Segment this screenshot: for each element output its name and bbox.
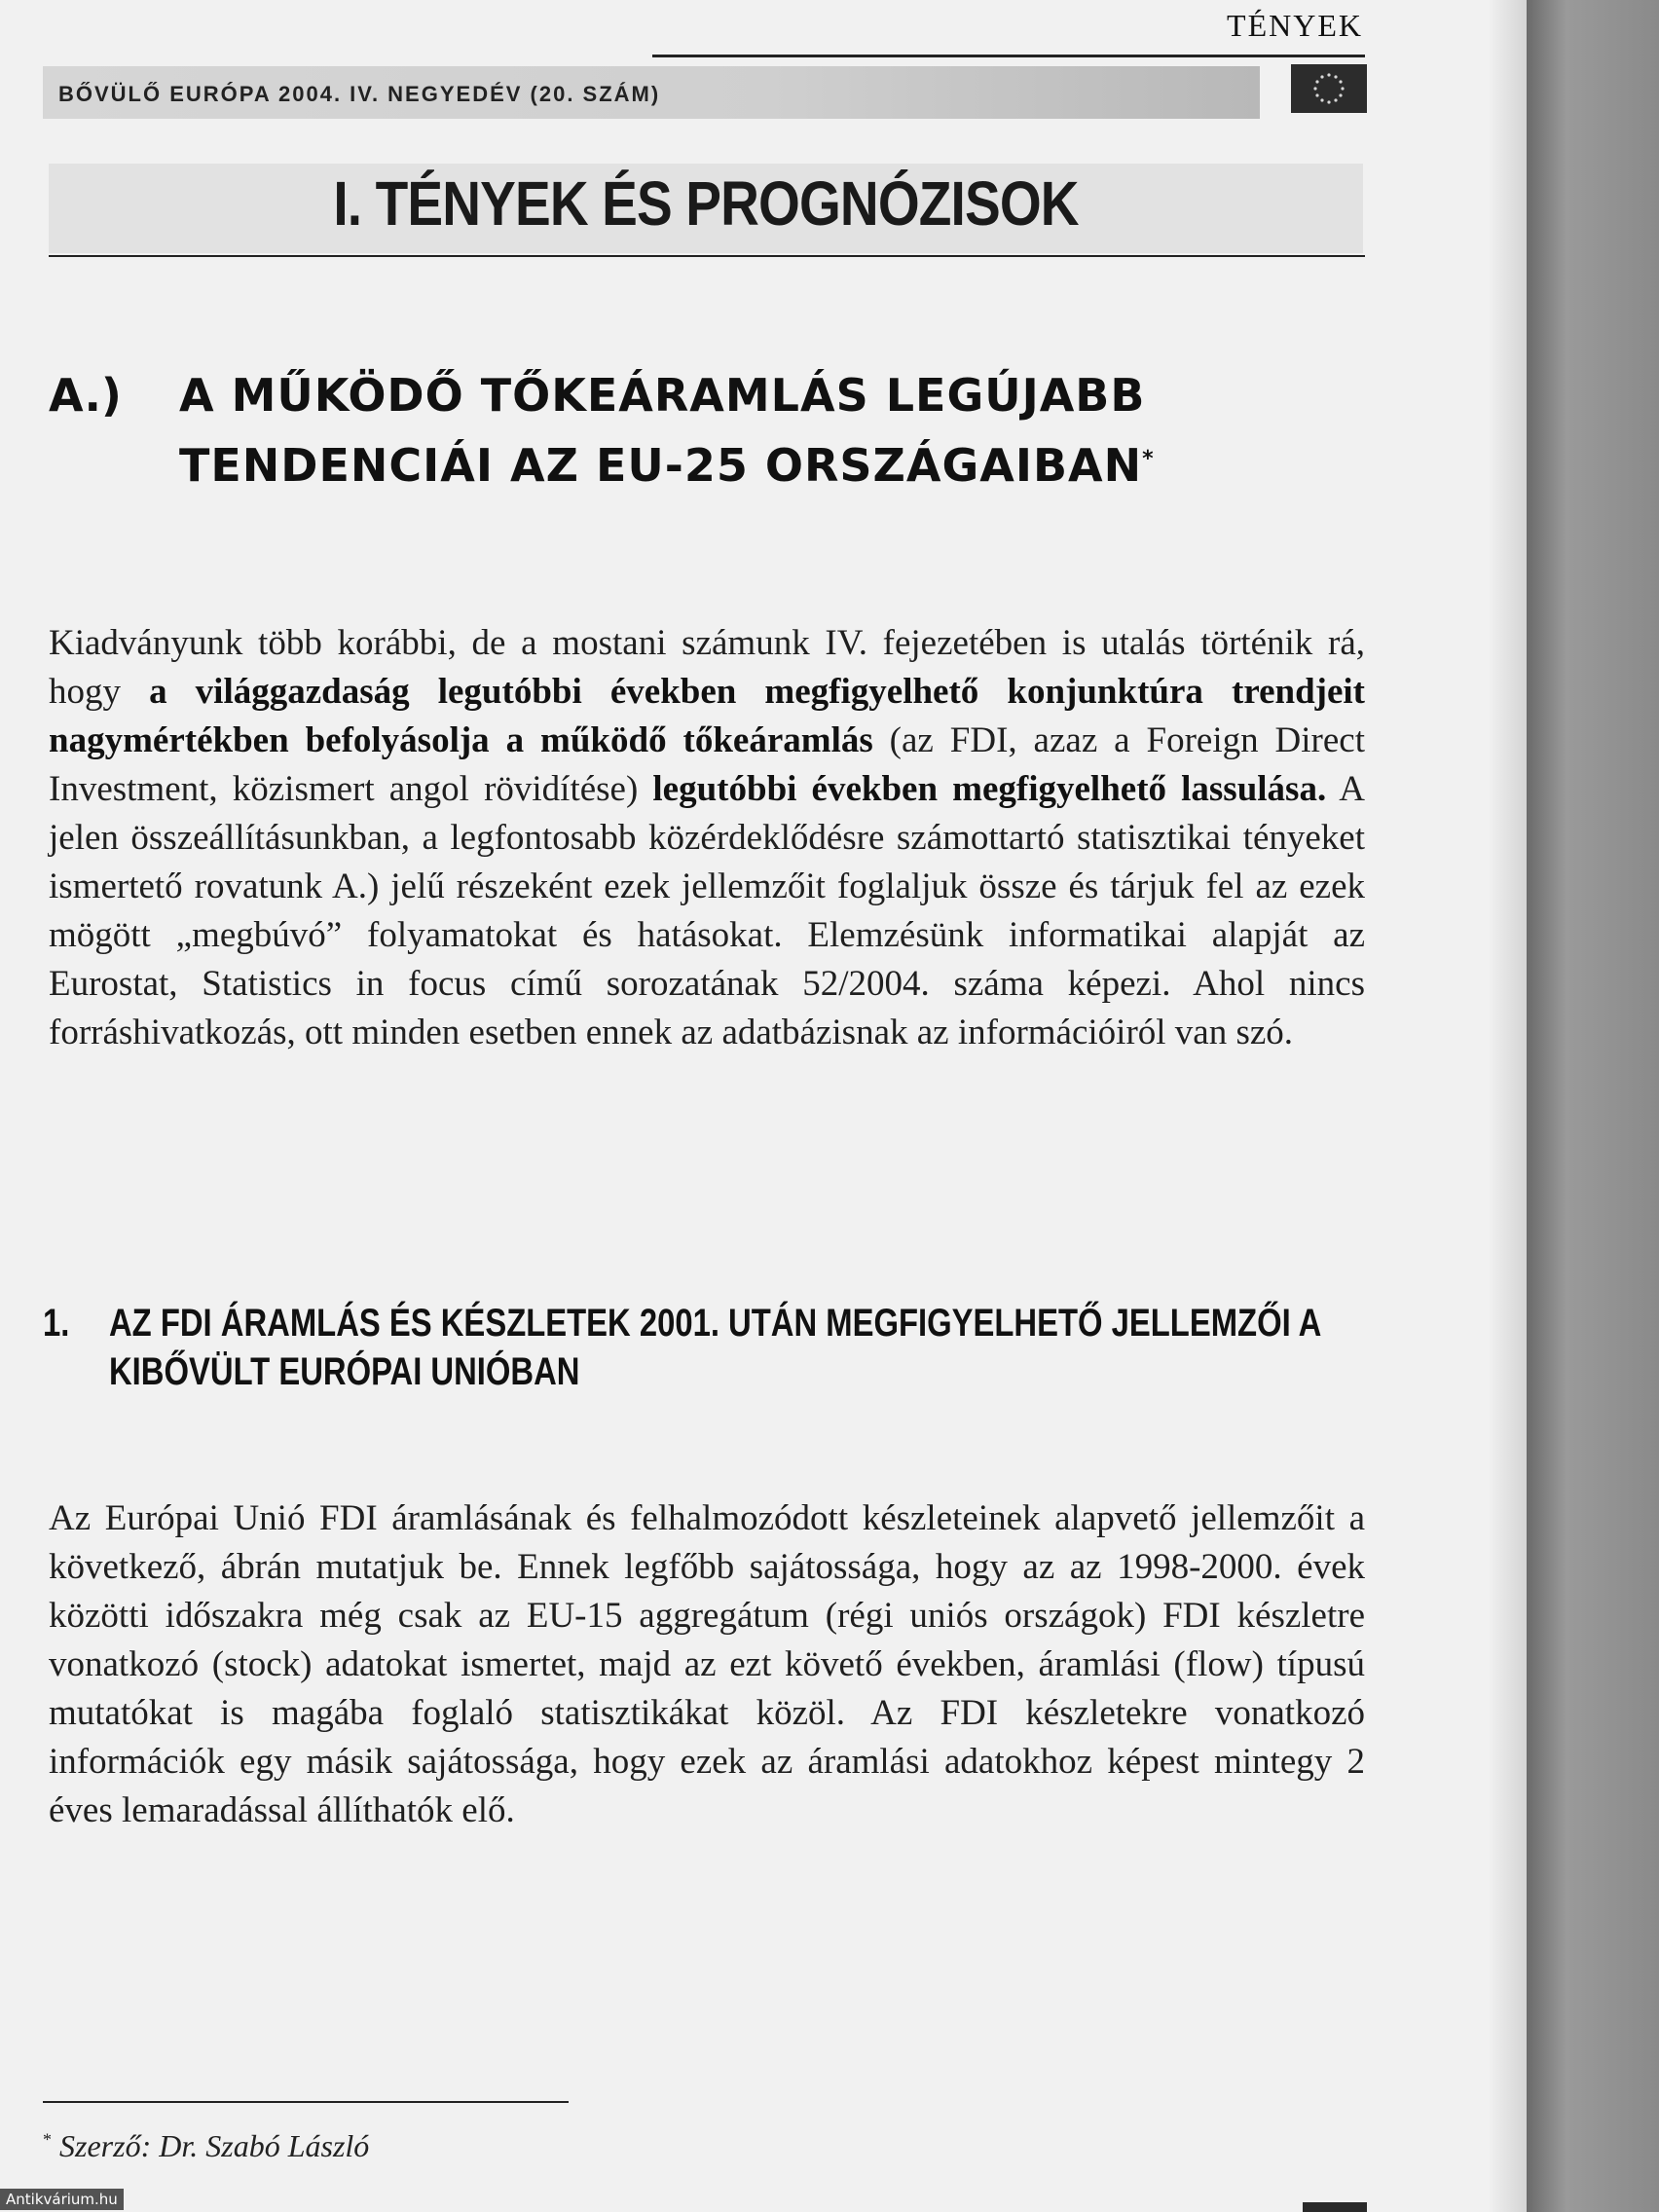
eu-flag-icon [1291, 64, 1367, 113]
title-rule [49, 255, 1365, 257]
next-page-edge [1527, 0, 1659, 2212]
footnote-marker: * [1142, 447, 1155, 471]
intro-text-1: Kiadványunk több korábbi, de a mostani számunk IV. fejezetében is utalás történik rá, hogy [49, 623, 1365, 712]
journal-title: BŐVÜLŐ EURÓPA 2004. IV. NEGYEDÉV (20. SZÁM) [58, 82, 661, 106]
section-label: TÉNYEK [1227, 8, 1363, 43]
section-a-heading [179, 360, 1347, 500]
intro-bold-2: legutóbbi években megfigyelhető lassulása. [652, 769, 1327, 809]
intro-text-3: A jelen összeállításunkban, a legfontosabb közérdeklődésre számottartó statisztikai tényeket ismertető rovatunk A.) jelű részeként ezek jellemzőit foglaljuk össze és tárjuk fel az ezek mögött „megbúvó” folyamatokat és hatásokat. Elemzésünk informatikai alapját az Eurostat, Statistics in focus című sorozatának 52/2004. száma képezi. Ahol nincs forráshivatkozás, ott minden esetben ennek az adatbázisnak az információiról van szó. [49, 769, 1365, 1052]
section-1-heading: AZ FDI ÁRAMLÁS ÉS KÉSZLETEK 2001. UTÁN MEGFIGYELHETŐ JELLEMZŐI A KIBŐVÜLT EURÓPAI UNIÓBAN [109, 1302, 1321, 1393]
intro-bold-1: a világgazdaság legutóbbi években megfigyelhető konjunktúra trendjeit nagymértékben befolyásolja a működő tőkeáramlás [49, 672, 1365, 760]
watermark: Antikvárium.hu [0, 2189, 124, 2210]
page-title: I. TÉNYEK ÉS PROGNÓZISOK [333, 168, 1079, 239]
footnote-rule [43, 2101, 569, 2103]
footnote [43, 2128, 369, 2164]
section-label-rule [652, 55, 1365, 57]
intro-text-2: (az FDI, azaz a Foreign Direct Investment, közismert angol rövidítése) [49, 720, 1365, 809]
page-corner-mark [1303, 2202, 1367, 2212]
section-a-number: A.) [49, 369, 122, 422]
intro-paragraph [49, 619, 1365, 1057]
footnote-marker-bottom: * [43, 2129, 52, 2150]
section-1-number: 1. [43, 1302, 70, 1345]
section-1-paragraph: Az Európai Unió FDI áramlásának és felhalmozódott készleteinek alapvető jellemzőit a következő, ábrán mutatjuk be. Ennek legfőbb sajátossága, hogy az az 1998-2000. évek közötti időszakra még csak az EU-15 aggregátum (régi uniós országok) FDI készletre vonatkozó (stock) adatokat ismertet, majd az ezt követő években, áramlási (flow) típusú mutatókat is magába foglaló statisztikákat közöl. Az FDI készletekre vonatkozó információk egy másik sajátossága, hogy ezek az áramlási adatokhoz képest mintegy 2 éves lemaradással állíthatók elő. [49, 1498, 1365, 1830]
footnote-text: Szerző: Dr. Szabó László [59, 2128, 370, 2163]
section-a-title: A MŰKÖDŐ TŐKEÁRAMLÁS LEGÚJABB TENDENCIÁI AZ EU-25 ORSZÁGAIBAN [179, 369, 1146, 492]
